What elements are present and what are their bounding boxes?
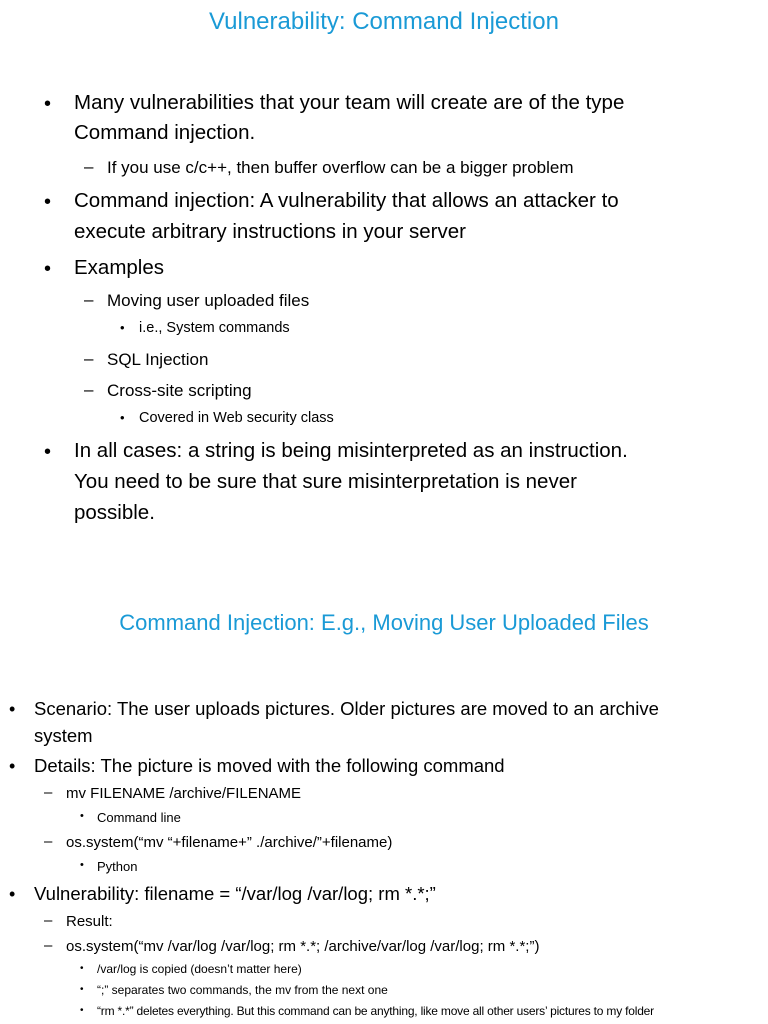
bullet-icon: •	[80, 810, 84, 822]
sub-bullet-text: If you use c/c++, then buffer overflow can be a bigger problem	[107, 158, 574, 177]
sub-sub-bullet-text: “;” separates two commands, the mv from the next one	[97, 983, 388, 997]
bullet-icon: •	[120, 410, 125, 425]
dash-icon: –	[44, 912, 53, 929]
dash-icon: –	[84, 157, 94, 176]
sub-sub-bullet-text: “rm *.*” deletes everything. But this command can be anything, like move all other users’ pictures to my folder	[97, 1004, 654, 1018]
bullet-text: In all cases: a string is being misinterpreted as an instruction.	[74, 439, 628, 462]
bullet-icon: •	[44, 441, 52, 463]
sub-sub-bullet-text: Command line	[97, 810, 181, 825]
bullet-icon: •	[44, 258, 52, 280]
dash-icon: –	[44, 937, 53, 954]
dash-icon: –	[44, 833, 53, 850]
bullet-text: execute arbitrary instructions in your server	[74, 220, 466, 243]
bullet-icon: •	[120, 320, 125, 335]
bullet-icon: •	[80, 984, 84, 995]
bullet-icon: •	[9, 699, 16, 719]
bullet-text: Examples	[74, 256, 165, 279]
bullet-text: Details: The picture is moved with the following command	[34, 755, 505, 776]
sub-bullet-text: Result:	[66, 913, 113, 930]
bullet-text: Scenario: The user uploads pictures. Older pictures are moved to an archive	[34, 698, 659, 719]
dash-icon: –	[84, 290, 94, 309]
bullet-text: Many vulnerabilities that your team will create are of the type	[74, 91, 625, 114]
bullet-text: Vulnerability: filename = “/var/log /var/log; rm *.*;”	[34, 883, 436, 904]
slide-title: Vulnerability: Command Injection	[209, 8, 559, 35]
sub-bullet-text: Moving user uploaded files	[107, 291, 310, 310]
bullet-text: Command injection: A vulnerability that allows an attacker to	[74, 189, 619, 212]
slide-title: Command Injection: E.g., Moving User Uploaded Files	[119, 610, 649, 635]
sub-bullet-text: os.system(“mv “+filename+” ./archive/”+filename)	[66, 834, 393, 851]
sub-bullet-text: SQL Injection	[107, 350, 209, 369]
sub-bullet-text: mv FILENAME /archive/FILENAME	[66, 785, 302, 802]
bullet-text: system	[34, 725, 93, 746]
sub-sub-bullet-text: /var/log is copied (doesn’t matter here)	[97, 962, 302, 976]
bullet-icon: •	[44, 93, 52, 115]
sub-sub-bullet-text: Covered in Web security class	[139, 410, 334, 426]
bullet-icon: •	[80, 1005, 84, 1016]
sub-bullet-text: os.system(“mv /var/log /var/log; rm *.*; /archive/var/log /var/log; rm *.*;”)	[66, 938, 540, 955]
dash-icon: –	[44, 784, 53, 801]
bullet-icon: •	[9, 884, 16, 904]
bullet-text: You need to be sure that sure misinterpretation is never	[74, 470, 577, 493]
bullet-icon: •	[9, 756, 16, 776]
bullet-text: Command injection.	[74, 121, 256, 144]
sub-sub-bullet-text: i.e., System commands	[139, 320, 290, 336]
dash-icon: –	[84, 349, 94, 368]
bullet-icon: •	[80, 859, 84, 871]
bullet-icon: •	[80, 963, 84, 974]
bullet-icon: •	[44, 191, 52, 213]
bullet-text: possible.	[74, 501, 155, 524]
sub-sub-bullet-text: Python	[97, 859, 138, 874]
sub-bullet-text: Cross-site scripting	[107, 381, 252, 400]
dash-icon: –	[84, 380, 94, 399]
